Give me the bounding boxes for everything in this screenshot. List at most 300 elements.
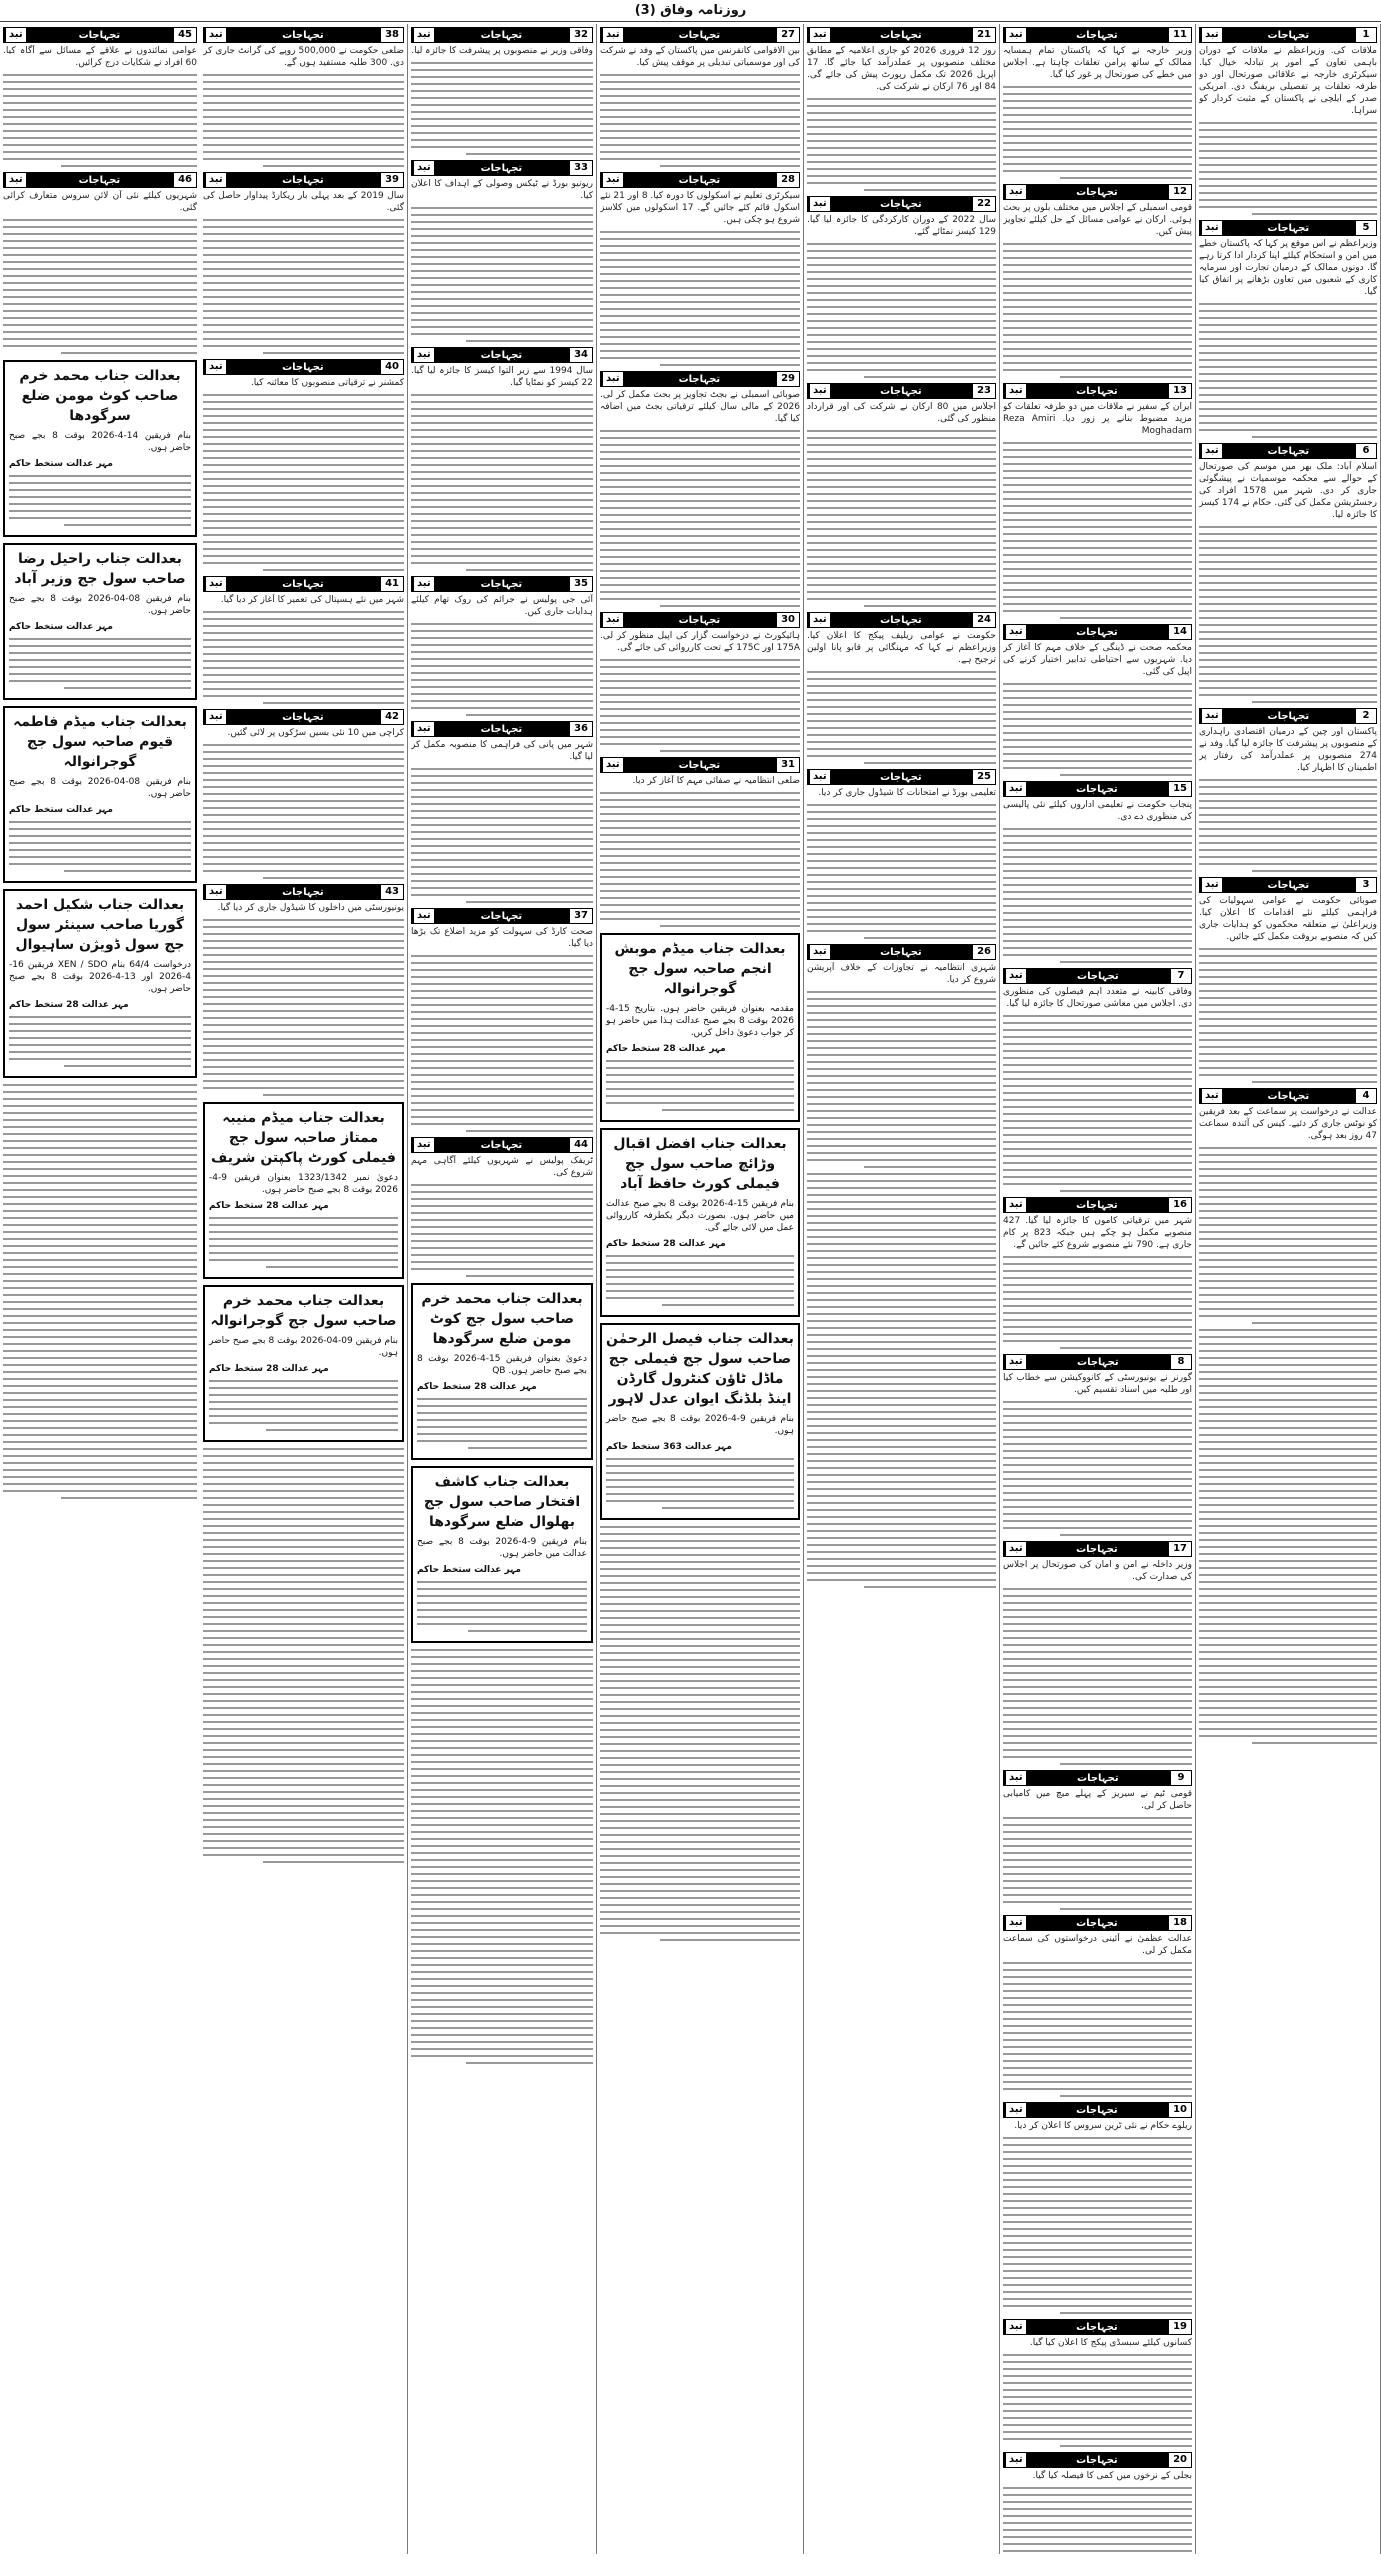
notice-header [203, 576, 404, 592]
notice-label: تجہاجات [880, 385, 922, 397]
notice-body: بین الاقوامی کانفرنس میں پاکستان کے وفد نے شرکت کی اور موسمیاتی تبدیلی پر موقف پیش کیا. [600, 46, 800, 68]
notice-number: 41 [380, 576, 404, 592]
notice-label: تجہاجات [1076, 2321, 1118, 2333]
notice-label: تجہاجات [480, 162, 523, 174]
notice-number: 18 [1168, 1915, 1192, 1931]
notice-tag: تبد [810, 384, 830, 398]
notice-tag: تبد [810, 945, 830, 959]
notice-number: 44 [569, 1137, 593, 1153]
notice-header [203, 27, 404, 43]
court-heading: بعدالت جناب محمد خرم صاحب سول جج گوجرانوالہ [210, 1293, 397, 1329]
notice-tag: تبد [603, 28, 623, 42]
column-c1 [1196, 24, 1381, 2554]
notice-tag: تبد [1006, 2103, 1026, 2117]
court-footer: مہر عدالت 28 ستخط حاکم [417, 1382, 537, 1392]
notice-body: حکومت نے عوامی ریلیف پیکج کا اعلان کیا. وزیراعظم نے کہا کہ مہنگائی پر قابو پانا اولین ترجیح ہے. [807, 631, 996, 665]
text-lines [411, 62, 593, 155]
notice-label: تجہاجات [1077, 1356, 1119, 1368]
notice-label: تجہاجات [480, 723, 523, 735]
text-lines [1199, 779, 1377, 872]
notice-label: تجہاجات [282, 578, 324, 590]
text-lines [600, 1526, 800, 1941]
notice-number: 9 [1170, 1770, 1192, 1786]
notice-number: 32 [569, 27, 593, 43]
notice-body: وزیراعظم نے اس موقع پر کہا کہ پاکستان خطے میں امن و استحکام کیلئے اپنا کردار ادا کرتا رہے گا. دونوں ممالک کے درمیان تجارت اور سرمایہ کاری کے شعبوں میں تعاون بڑھانے پر اتفاق کیا گیا. [1199, 239, 1377, 297]
notice-number: 24 [972, 612, 996, 628]
notice-number: 6 [1355, 443, 1377, 459]
notice-tag: تبد [1202, 221, 1222, 235]
notice-header [411, 576, 593, 592]
court-body: درخواست 64/4 بنام XEN / SDO فریقین 16-4-2026 اور 13-4-2026 بوقت 8 بجے صبح حاضر ہوں. [9, 960, 192, 994]
notice-tag: تبد [414, 722, 434, 736]
notice-header [1003, 1354, 1192, 1370]
notice-tag: تبد [1202, 709, 1222, 723]
court-body: بنام فریقین 08-04-2026 بوقت 8 بجے صبح حاضر ہوں. [9, 594, 191, 616]
notice-header [411, 27, 593, 43]
notice-header [1003, 1541, 1192, 1557]
notice-number: 43 [380, 884, 404, 900]
notice-label: تجہاجات [678, 29, 721, 41]
notice-body: سیکرٹری تعلیم نے اسکولوں کا دورہ کیا. 8 اور 21 نئے اسکول قائم کئے جائیں گے. 17 اسکولوں میں کلاسز شروع ہو چکی ہیں. [600, 191, 800, 225]
text-lines [807, 671, 996, 764]
court-notice [411, 1466, 593, 1643]
notice-header [600, 757, 800, 773]
notice-number: 7 [1170, 968, 1192, 984]
court-body: دعویٰ نمبر 1323/1342 بعنوان فریقین 9-4-2026 بوقت 8 بجے صبح حاضر ہوں. [209, 1173, 399, 1195]
notice-body: کسانوں کیلئے سبسڈی پیکج کا اعلان کیا گیا. [1029, 2338, 1192, 2348]
notice-number: 34 [569, 347, 593, 363]
court-body: بنام فریقین 09-04-2026 بوقت 8 بجے صبح حاضر ہوں. [209, 1336, 398, 1358]
notice-label: تجہاجات [678, 373, 721, 385]
notice-body: صوبائی حکومت نے عوامی سہولیات کی فراہمی کیلئے نئے اقدامات کا اعلان کیا. وزیراعلیٰ نے متعلقہ محکموں کو ہدایات جاری کیں کہ منصوبے بروقت مکمل کئے جائیں. [1199, 896, 1377, 942]
notice-label: تجہاجات [678, 614, 721, 626]
notice-tag: تبد [810, 770, 830, 784]
text-lines [3, 219, 197, 354]
notice-header [1003, 1770, 1192, 1786]
notice-number: 12 [1168, 184, 1192, 200]
notice-header [203, 172, 404, 188]
text-lines [807, 98, 996, 191]
notice-label: تجہاجات [880, 198, 922, 210]
notice-header [411, 1137, 593, 1153]
text-lines [1003, 1401, 1192, 1536]
notice-number: 8 [1170, 1354, 1192, 1370]
court-heading: بعدالت جناب راحیل رضا صاحب سول جج وزیر آباد [14, 551, 186, 587]
notice-number: 29 [776, 371, 800, 387]
court-notice [3, 706, 197, 883]
notice-header [1003, 968, 1192, 984]
notice-label: تجہاجات [880, 614, 922, 626]
notice-header [807, 944, 996, 960]
notice-tag: تبد [206, 28, 226, 42]
notice-label: تجہاجات [1076, 1917, 1118, 1929]
column-c5 [408, 24, 597, 2554]
notice-label: تجہاجات [1076, 626, 1118, 638]
notice-label: تجہاجات [1076, 783, 1118, 795]
text-lines [411, 1649, 593, 2064]
text-lines [1003, 1588, 1192, 1765]
text-lines [807, 430, 996, 607]
text-lines [1199, 303, 1377, 438]
court-body: بنام فریقین 14-4-2026 بوقت 8 بجے صبح حاضر ہوں. [9, 431, 191, 453]
notice-header [3, 172, 197, 188]
text-lines [606, 1458, 794, 1509]
text-lines [1199, 948, 1377, 1083]
notice-tag: تبد [1006, 625, 1026, 639]
notice-number: 14 [1168, 624, 1192, 640]
notice-body: ٹریفک پولیس نے شہریوں کیلئے آگاہی مہم شروع کی. [411, 1156, 593, 1178]
notice-body: کمشنر نے ترقیاتی منصوبوں کا معائنہ کیا. [250, 378, 404, 388]
notice-label: تجہاجات [282, 29, 324, 41]
notice-header [807, 196, 996, 212]
notice-number: 10 [1168, 2102, 1192, 2118]
notice-number: 16 [1168, 1197, 1192, 1213]
text-lines [203, 1448, 404, 1863]
court-heading: بعدالت جناب کاشف افتخار صاحب سول جج بھلوال ضلع سرگودھا [423, 1474, 581, 1530]
notice-label: تجہاجات [480, 578, 523, 590]
notice-body: صوبائی اسمبلی نے بجٹ تجاویز پر بحث مکمل کر لی. 2026 کے مالی سال کیلئے ترقیاتی بجٹ میں اضافہ کیا گیا. [600, 390, 800, 424]
court-heading: بعدالت جناب میڈم منیبہ ممتاز صاحبہ سول جج فیملی کورٹ پاکپتن شریف [211, 1110, 396, 1166]
column-c3 [804, 24, 1000, 2554]
text-lines [600, 792, 800, 927]
notice-tag: تبد [414, 28, 434, 42]
notice-label: تجہاجات [282, 174, 324, 186]
notice-tag: تبد [1006, 2453, 1026, 2467]
notice-label: تجہاجات [880, 771, 922, 783]
text-lines [203, 744, 404, 879]
court-footer: مہر عدالت 28 ستخط حاکم [606, 1239, 726, 1249]
text-lines [1003, 2354, 1192, 2447]
court-body: بنام فریقین 9-4-2026 بوقت 8 بجے صبح حاضر ہوں. [606, 1414, 794, 1436]
notice-tag: تبد [603, 372, 623, 386]
notice-header [411, 347, 593, 363]
notice-label: تجہاجات [480, 1139, 523, 1151]
court-notice [203, 1285, 404, 1442]
notice-tag: تبد [1006, 2320, 1026, 2334]
notice-label: تجہاجات [1267, 1090, 1310, 1102]
notice-number: 2 [1355, 708, 1377, 724]
text-lines [411, 207, 593, 342]
notice-header [1003, 27, 1192, 43]
court-notice [600, 933, 800, 1122]
notice-tag: تبد [1202, 444, 1222, 458]
notice-body: ضلعی انتظامیہ نے صفائی مہم کا آغاز کر دیا. [632, 776, 800, 786]
notice-header [1003, 184, 1192, 200]
notice-label: تجہاجات [282, 711, 324, 723]
notice-body: قومی ٹیم نے سیریز کے پہلے میچ میں کامیابی حاصل کر لی. [1003, 1789, 1192, 1811]
notice-body: صحت کارڈ کی سہولت کو مزید اضلاع تک بڑھا دیا گیا. [411, 927, 593, 949]
court-footer: مہر عدالت 363 ستخط حاکم [606, 1442, 732, 1452]
court-notice [600, 1128, 800, 1317]
notice-body: وفاقی کابینہ نے متعدد اہم فیصلوں کی منظوری دی. اجلاس میں معاشی صورتحال کا جائزہ لیا گیا. [1003, 987, 1192, 1009]
notice-header [1199, 220, 1377, 236]
notice-body: عدالت عظمیٰ نے آئینی درخواستوں کی سماعت مکمل کر لی. [1003, 1934, 1192, 1956]
text-lines [411, 623, 593, 716]
text-lines [1003, 243, 1192, 378]
text-lines [1003, 2137, 1192, 2314]
text-lines [1199, 526, 1377, 703]
notice-label: تجہاجات [1076, 385, 1118, 397]
notice-header [203, 359, 404, 375]
text-lines [1003, 1015, 1192, 1192]
notice-header [411, 721, 593, 737]
court-notice [3, 360, 197, 537]
notice-tag: تبد [1202, 1089, 1222, 1103]
notice-label: تجہاجات [1267, 445, 1310, 457]
notice-number: 5 [1355, 220, 1377, 236]
text-lines [1003, 2487, 1192, 2554]
court-footer: مہر عدالت ستخط حاکم [9, 622, 113, 632]
text-lines [807, 243, 996, 378]
text-lines [9, 638, 191, 689]
notice-body: عدالت نے درخواست پر سماعت کے بعد فریقین کو نوٹس جاری کر دئیے. کیس کی آئندہ سماعت 47 روز بعد ہوگی. [1199, 1107, 1377, 1141]
notice-tag: تبد [810, 613, 830, 627]
text-lines [203, 611, 404, 704]
notice-header [1003, 1197, 1192, 1213]
text-lines [600, 430, 800, 607]
notice-body: ایران کے سفیر نے ملاقات میں دو طرفہ تعلقات کو مزید مضبوط بنانے پر زور دیا. Reza Amiri Moghadam [1003, 402, 1192, 436]
text-lines [1003, 828, 1192, 963]
notice-header [411, 160, 593, 176]
notice-header [807, 383, 996, 399]
notice-number: 37 [569, 908, 593, 924]
notice-body: شہریوں کیلئے نئی آن لائن سروس متعارف کرائی گئی. [3, 191, 197, 213]
notice-header [1199, 708, 1377, 724]
court-notice [411, 1283, 593, 1460]
text-lines [411, 394, 593, 571]
notice-body: یونیورسٹی میں داخلوں کا شیڈول جاری کر دیا گیا. [217, 903, 404, 913]
notice-header [1003, 781, 1192, 797]
court-heading: بعدالت جناب میڈم فاطمہ قیوم صاحبہ سول جج گوجرانوالہ [13, 714, 187, 770]
notice-body: اجلاس میں 80 ارکان نے شرکت کی اور قرارداد منظور کی گئی. [807, 402, 996, 424]
court-heading: بعدالت جناب محمد خرم صاحب سول جج کوٹ مومن ضلع سرگودھا [421, 1291, 583, 1347]
notice-tag: تبد [1006, 969, 1026, 983]
notice-number: 20 [1168, 2452, 1192, 2468]
notice-header [807, 27, 996, 43]
notice-label: تجہاجات [1267, 29, 1310, 41]
text-lines [606, 1255, 794, 1306]
notice-number: 23 [972, 383, 996, 399]
notice-tag: تبد [414, 1138, 434, 1152]
notice-label: تجہاجات [1076, 186, 1118, 198]
notice-label: تجہاجات [480, 349, 523, 361]
text-lines [1003, 86, 1192, 179]
notice-tag: تبد [1006, 185, 1026, 199]
notice-body: بجلی کے نرخوں میں کمی کا فیصلہ کیا گیا. [1032, 2471, 1192, 2481]
court-heading: بعدالت جناب افضل اقبال وڑائچ صاحب سول جج فیملی کورٹ حافظ آباد [613, 1136, 787, 1192]
notice-body: محکمہ صحت نے ڈینگی کے خلاف مہم کا آغاز کر دیا. شہریوں سے احتیاطی تدابیر اختیار کرنے کی اپیل کی گئی. [1003, 643, 1192, 677]
notice-number: 15 [1168, 781, 1192, 797]
court-footer: مہر عدالت 28 ستخط حاکم [209, 1364, 329, 1374]
notice-number: 31 [776, 757, 800, 773]
court-footer: مہر عدالت ستخط حاکم [9, 805, 113, 815]
text-lines [600, 659, 800, 752]
notice-tag: تبد [414, 161, 434, 175]
notice-tag: تبد [810, 28, 830, 42]
court-notice [203, 1102, 404, 1279]
notice-tag: تبد [414, 577, 434, 591]
text-lines [9, 821, 191, 872]
text-lines [600, 231, 800, 366]
notice-header [600, 27, 800, 43]
notice-label: تجہاجات [880, 29, 922, 41]
text-lines [411, 1184, 593, 1277]
notice-number: 36 [569, 721, 593, 737]
notice-label: تجہاجات [480, 910, 523, 922]
text-lines [1199, 1147, 1377, 1324]
text-lines [1003, 1256, 1192, 1349]
text-lines [1003, 683, 1192, 776]
notice-label: تجہاجات [678, 759, 721, 771]
notice-tag: تبد [414, 348, 434, 362]
notice-body: کراچی میں 10 نئی بسیں سڑکوں پر لائی گئیں. [227, 728, 404, 738]
notice-body: شہری انتظامیہ نے تجاوزات کے خلاف آپریشن شروع کر دیا. [807, 963, 996, 985]
court-notice [3, 889, 197, 1078]
notice-label: تجہاجات [1076, 2454, 1118, 2466]
text-lines [203, 394, 404, 571]
column-c2 [1000, 24, 1196, 2554]
notice-label: تجہاجات [1267, 222, 1310, 234]
notice-number: 19 [1168, 2319, 1192, 2335]
notice-header [1199, 1088, 1377, 1104]
notice-label: تجہاجات [1077, 1772, 1119, 1784]
text-lines [203, 919, 404, 1096]
notice-tag: تبد [206, 710, 226, 724]
notice-header [203, 884, 404, 900]
text-lines [417, 1398, 587, 1449]
notice-body: تعلیمی بورڈ نے امتحانات کا شیڈول جاری کر دیا. [818, 788, 996, 798]
notice-number: 30 [776, 612, 800, 628]
court-body: بنام فریقین 9-4-2026 بوقت 8 بجے صبح عدالت میں حاضر ہوں. [417, 1537, 587, 1559]
notice-label: تجہاجات [78, 174, 121, 186]
notice-number: 11 [1168, 27, 1192, 43]
notice-header [600, 612, 800, 628]
notice-tag: تبد [603, 613, 623, 627]
text-lines [9, 1016, 191, 1067]
notice-body: سال 2022 کے دوران کارکردگی کا جائزہ لیا گیا. 129 کیسز نمٹائے گئے. [807, 215, 996, 237]
notice-tag: تبد [414, 909, 434, 923]
notice-body: شہر میں پانی کی فراہمی کا منصوبہ مکمل کر لیا گیا. [411, 740, 593, 762]
text-lines [411, 955, 593, 1132]
notice-body: ہائیکورٹ نے درخواست گزار کی اپیل منظور کر لی. 175A اور 175C کے تحت کارروائی کی جائے گی. [600, 631, 800, 653]
notice-header [1003, 2452, 1192, 2468]
notice-header [1003, 624, 1192, 640]
notice-label: تجہاجات [1267, 879, 1310, 891]
notice-label: تجہاجات [78, 29, 121, 41]
column-c4 [597, 24, 804, 2554]
notice-number: 40 [380, 359, 404, 375]
notice-body: ضلعی حکومت نے 500,000 روپے کی گرانٹ جاری کر دی. 300 طلبہ مستفید ہوں گے. [203, 46, 404, 68]
notice-tag: تبد [6, 173, 26, 187]
text-lines [1003, 442, 1192, 619]
text-lines [3, 74, 197, 167]
notice-tag: تبد [206, 360, 226, 374]
notice-tag: تبد [1006, 1542, 1026, 1556]
notice-tag: تبد [1006, 28, 1026, 42]
notice-header [1199, 443, 1377, 459]
notice-number: 33 [569, 160, 593, 176]
court-footer: مہر عدالت ستخط حاکم [9, 459, 113, 469]
notice-body: وزیر داخلہ نے امن و امان کی صورتحال پر اجلاس کی صدارت کی. [1003, 1560, 1192, 1582]
court-notice [600, 1323, 800, 1520]
column-c7 [0, 24, 200, 2554]
notice-tag: تبد [1006, 1355, 1026, 1369]
court-heading: بعدالت جناب فیصل الرحمٰن صاحب سول جج فیملی جج ماڈل ٹاؤن کنٹرول گارڈن اینڈ بلڈنگ ایوان عدل لاہور [606, 1331, 794, 1407]
notice-tag: تبد [206, 173, 226, 187]
court-heading: بعدالت جناب شکیل احمد گوریا صاحب سینئر سول جج سول ڈویژن ساہیوال [15, 897, 185, 953]
text-lines [203, 219, 404, 354]
notice-tag: تبد [6, 28, 26, 42]
column-c6 [200, 24, 408, 2554]
notice-tag: تبد [1006, 384, 1026, 398]
notice-number: 35 [569, 576, 593, 592]
notice-tag: تبد [206, 577, 226, 591]
notice-tag: تبد [1202, 878, 1222, 892]
text-lines [606, 1060, 794, 1111]
text-lines [807, 1173, 996, 1588]
notice-tag: تبد [1006, 1198, 1026, 1212]
text-lines [807, 991, 996, 1168]
notice-number: 39 [380, 172, 404, 188]
notice-header [1199, 27, 1377, 43]
notice-body: ریلوے حکام نے نئی ٹرین سروس کا اعلان کر دیا. [1014, 2121, 1192, 2131]
notice-label: تجہاجات [1076, 1199, 1118, 1211]
notice-label: تجہاجات [1076, 29, 1118, 41]
notice-body: شہر میں ترقیاتی کاموں کا جائزہ لیا گیا. 427 منصوبے مکمل ہو چکے ہیں جبکہ 823 پر کام جاری ہے. 790 نئے منصوبے شروع کئے جائیں گے. [1003, 1216, 1192, 1250]
court-body: دعویٰ بعنوان فریقین 15-4-2026 بوقت 8 بجے صبح حاضر ہوں. QB [417, 1354, 588, 1376]
notice-header [807, 612, 996, 628]
notice-tag: تبد [1006, 782, 1026, 796]
notice-header [807, 769, 996, 785]
notice-number: 28 [776, 172, 800, 188]
notice-tag: تبد [810, 197, 830, 211]
notice-header [203, 709, 404, 725]
notice-number: 42 [380, 709, 404, 725]
notice-number: 4 [1355, 1088, 1377, 1104]
notice-body: پنجاب حکومت نے تعلیمی اداروں کیلئے نئی پالیسی کی منظوری دے دی. [1003, 800, 1192, 822]
court-footer: مہر عدالت ستخط حاکم [417, 1565, 521, 1575]
text-lines [600, 74, 800, 167]
notice-header [1199, 877, 1377, 893]
notice-number: 45 [173, 27, 197, 43]
notice-number: 25 [972, 769, 996, 785]
text-lines [1003, 1962, 1192, 2097]
notice-number: 26 [972, 944, 996, 960]
text-lines [209, 1380, 398, 1431]
court-footer: مہر عدالت 28 ستخط حاکم [606, 1044, 726, 1054]
notice-number: 17 [1168, 1541, 1192, 1557]
notice-header [1003, 1915, 1192, 1931]
notice-number: 46 [173, 172, 197, 188]
court-footer: مہر عدالت 28 ستخط حاکم [9, 1000, 129, 1010]
newspaper-masthead: روزنامہ وفاق (3) [0, 0, 1381, 22]
notice-number: 1 [1355, 27, 1377, 43]
court-heading: بعدالت جناب محمد خرم صاحب کوٹ مومن ضلع سرگودھا [19, 368, 181, 424]
text-lines [9, 475, 191, 526]
notice-header [3, 27, 197, 43]
notice-tag: تبد [206, 885, 226, 899]
text-lines [807, 804, 996, 939]
notice-body: ریونیو بورڈ نے ٹیکس وصولی کے اہداف کا اعلان کیا. [411, 179, 593, 201]
notice-body: وفاقی وزیر نے منصوبوں پر پیشرفت کا جائزہ لیا. [411, 46, 593, 56]
notice-number: 22 [972, 196, 996, 212]
notice-label: تجہاجات [1076, 2104, 1118, 2116]
court-body: بنام فریقین 15-4-2026 بوقت 8 بجے صبح عدالت میں حاضر ہوں. بصورت دیگر یکطرفہ کارروائی عمل میں لائی جائے گی. [606, 1199, 795, 1233]
notice-tag: تبد [1006, 1771, 1026, 1785]
notice-tag: تبد [603, 173, 623, 187]
court-body: بنام فریقین 08-04-2026 بوقت 8 بجے صبح حاضر ہوں. [9, 777, 191, 799]
notice-body: قومی اسمبلی کے اجلاس میں مختلف بلوں پر بحث ہوئی. ارکان نے عوامی مسائل کے حل کیلئے تجاویز پیش کیں. [1003, 203, 1192, 237]
